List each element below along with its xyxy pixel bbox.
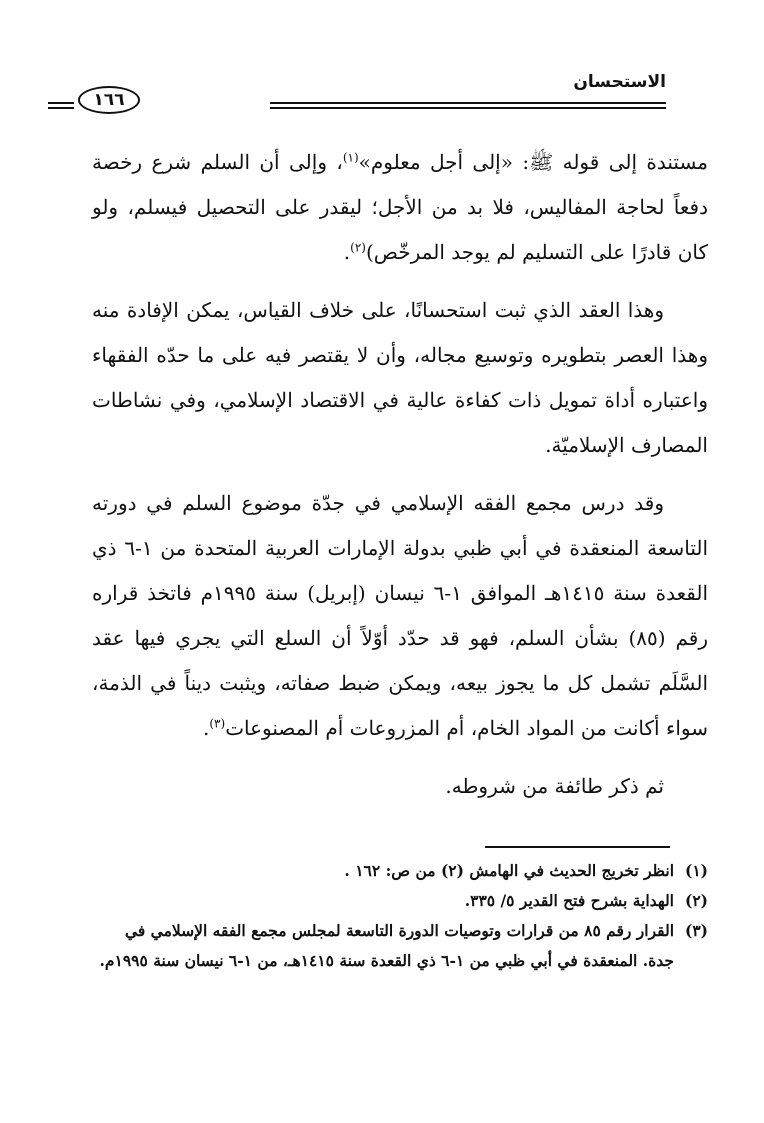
paragraph-text: وقد درس مجمع الفقه الإسلامي في جدّة موضوع السلم في دورته التاسعة المنعقدة في أبي ظبي بدولة الإمارات العربية المتحدة من ١-٦ ذي القعدة سنة ١٤١٥هـ الموافق ١-٦ نيسان (إبريل) سنة ١٩٩٥م فاتخذ قراره رقم (٨٥) بشأن السلم، فهو قد حدّد أوّلاً أن السلع التي يجري فيها عقد السَّلَم تشمل كل ما يجوز بيعه، ويمكن ضبط صفاته، ويثبت ديناً في الذمة، سواء أكانت من المواد الخام، أم المزروعات أم المصنوعات	[92, 491, 709, 740]
footnote-ref: (٣)	[209, 716, 226, 731]
header-rule	[270, 107, 666, 109]
paragraph-text: .	[343, 240, 351, 264]
footnote-ref: (٢)	[350, 240, 366, 255]
footnotes	[92, 856, 708, 976]
footnote-number: (١)	[684, 861, 708, 880]
main-text	[92, 140, 708, 822]
paragraph-text: مستندة إلى قوله ﷺ: «إلى أجل معلوم»	[358, 150, 708, 174]
page-number: ١٦٦	[78, 86, 140, 114]
footnote	[92, 916, 708, 976]
paragraph	[92, 481, 708, 751]
footnote-number: (٣)	[684, 921, 708, 940]
footnote	[92, 856, 708, 886]
header-rule	[270, 102, 666, 104]
footnote-separator	[485, 846, 670, 848]
paragraph	[92, 140, 708, 275]
paragraph: وهذا العقد الذي ثبت استحسانًا، على خلاف القياس، يمكن الإفادة منه وهذا العصر بتطويره وتوسيع مجاله، وأن لا يقتصر فيه على ما حدّه الفقهاء واعتباره أداة تمويل ذات كفاءة عالية في الاقتصاد الإسلامي، وفي نشاطات المصارف الإسلاميّة.	[92, 298, 708, 457]
running-title: الاستحسان	[573, 72, 666, 92]
footnote-text: الهداية بشرح فتح القدير ٥/ ٣٣٥.	[464, 891, 674, 910]
footnote-text: انظر تخريج الحديث في الهامش (٢) من ص: ١٦٢ .	[344, 861, 674, 880]
paragraph: ثم ذكر طائفة من شروطه.	[445, 774, 664, 798]
paragraph-text: .	[203, 716, 210, 740]
header-rule	[48, 107, 74, 109]
footnote-text: القرار رقم ٨٥ من قرارات وتوصيات الدورة التاسعة لمجلس مجمع الفقه الإسلامي في جدة. المنعقدة في أبي ظبي من ١-٦ ذي القعدة سنة ١٤١٥هـ، من ١-٦ نيسان سنة ١٩٩٥م.	[99, 921, 674, 970]
footnote-number: (٢)	[684, 891, 708, 910]
footnote	[92, 886, 708, 916]
page-header	[48, 68, 666, 116]
paragraph-text: ، وإلى أن السلم شرع رخصة دفعاً لحاجة المفاليس، فلا بد من الأجل؛ ليقدر على التحصيل فيسلم، ولو كان قادرًا على التسليم لم يوجد المرخّص)	[92, 150, 708, 264]
footnote-ref: (١)	[342, 150, 359, 165]
header-rule	[48, 102, 74, 104]
